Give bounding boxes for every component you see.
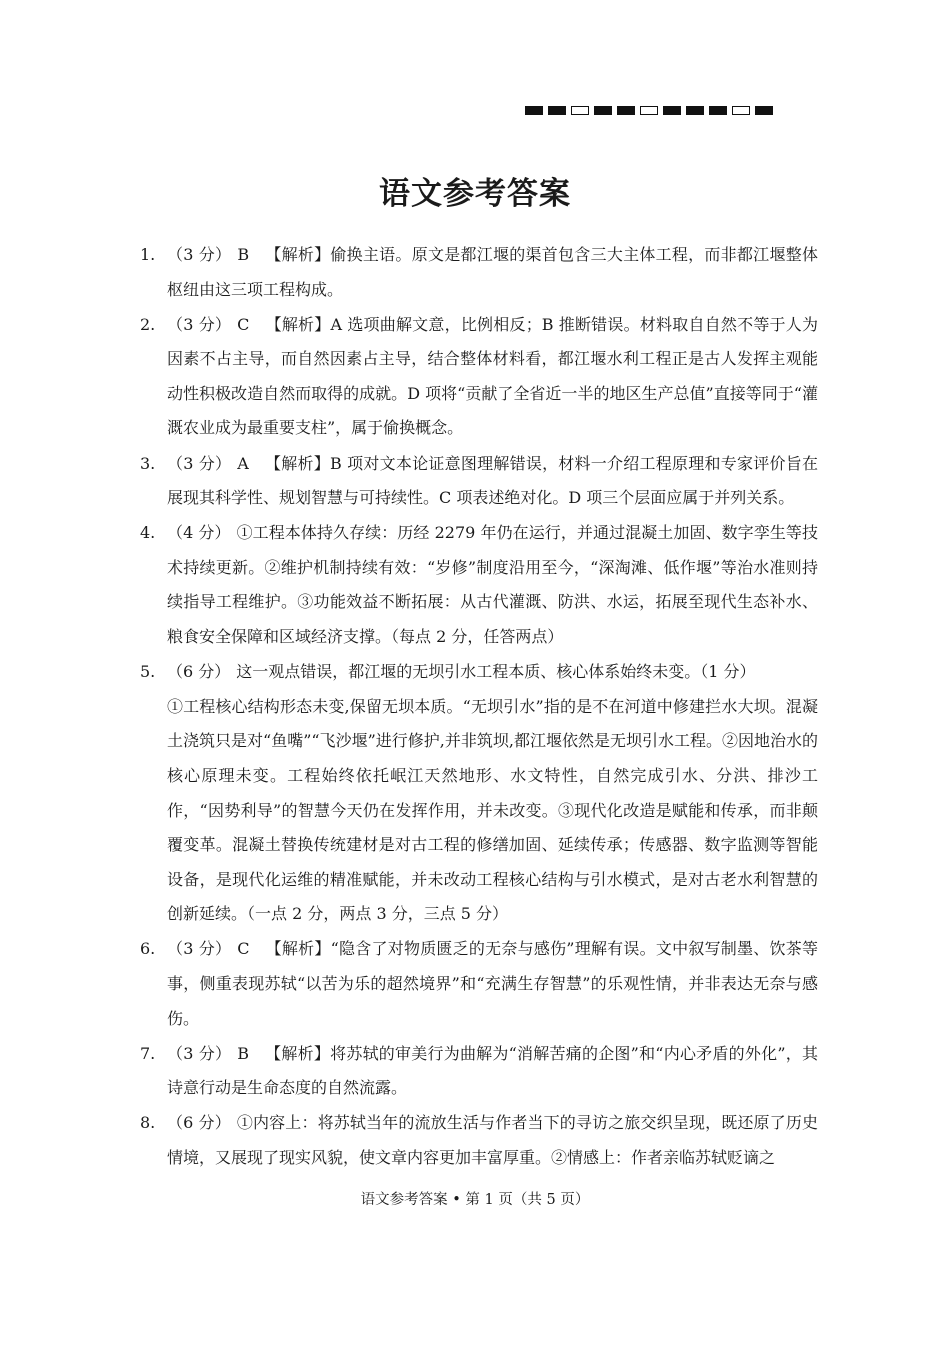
answer-paragraph xyxy=(167,655,818,690)
question-answer: B xyxy=(237,1043,249,1063)
answer-item xyxy=(140,932,818,1036)
question-points: （6 分） xyxy=(167,662,231,682)
analysis-tag: 【解析】 xyxy=(265,314,331,334)
question-number: 3. xyxy=(140,453,156,473)
filled-square-mark xyxy=(548,106,566,115)
header-marks xyxy=(525,106,773,117)
filled-square-mark xyxy=(686,106,704,115)
filled-square-mark xyxy=(663,106,681,115)
question-points: （3 分） xyxy=(167,314,232,334)
answer-item xyxy=(140,308,818,446)
question-points: （3 分） xyxy=(167,453,232,473)
hollow-square-mark xyxy=(571,106,589,115)
question-number: 5. xyxy=(140,662,156,682)
answer-item xyxy=(140,516,818,654)
question-answer: B xyxy=(237,245,250,264)
question-points: （3 分） xyxy=(167,939,232,959)
answer-text: A 选项曲解文意，比例相反；B 推断错误。材料取自自然不等于人为因素不占主导，而自然因素占主导，结合整体材料看，都江堰水利工程正是古人发挥主观能动性积极改造自然而取得的成就。D 项将“贡献了全省近一半的地区生产总值”直接等同于“灌溉农业成为最重要支柱”，属于偷换概念。 xyxy=(167,314,818,438)
analysis-tag: 【解析】 xyxy=(264,453,331,473)
analysis-tag: 【解析】 xyxy=(265,939,331,959)
filled-square-mark xyxy=(594,106,612,115)
answer-text: 偷换主语。原文是都江堰的渠首包含三大主体工程，而非都江堰整体枢纽由这三项工程构成。 xyxy=(167,245,818,299)
question-number: 4. xyxy=(140,523,156,543)
question-answer: A xyxy=(237,453,249,473)
answer-text: ①内容上：将苏轼当年的流放生活与作者当下的寻访之旅交织呈现，既还原了历史情境，又展现了现实风貌，使文章内容更加丰富厚重。②情感上：作者亲临苏轼贬谪之 xyxy=(167,1113,818,1167)
question-number: 2. xyxy=(140,314,156,334)
answer-item xyxy=(140,655,818,932)
answer-list xyxy=(140,238,818,1176)
answer-item xyxy=(140,447,818,516)
filled-square-mark xyxy=(617,106,635,115)
filled-square-mark xyxy=(709,106,727,115)
answer-item xyxy=(140,1037,818,1106)
answer-item xyxy=(140,238,818,307)
answer-paragraph: ①工程核心结构形态未变,保留无坝本质。“无坝引水”指的是不在河道中修建拦水大坝。混凝土浇筑只是对“鱼嘴”“飞沙堰”进行修护,并非筑坝,都江堰依然是无坝引水工程。②因地治水的核心原理未变。工程始终依托岷江天然地形、水文特性，自然完成引水、分洪、排沙工作，“因势利导”的智慧今天仍在发挥作用，并未改变。③现代化改造是赋能和传承，而非颠覆变革。混凝土替换传统建材是对古工程的修缮加固、延续传承；传感器、数字监测等智能设备，是现代化运维的精准赋能，并未改动工程核心结构与引水模式，是对古老水利智慧的创新延续。（一点 2 分，两点 3 分，三点 5 分） xyxy=(167,696,818,924)
question-points: （6 分） xyxy=(167,1113,231,1133)
question-answer: C xyxy=(237,939,250,959)
question-points: （4 分） xyxy=(167,523,231,543)
filled-square-mark xyxy=(525,106,543,115)
analysis-tag: 【解析】 xyxy=(265,245,331,264)
analysis-tag: 【解析】 xyxy=(264,1043,331,1063)
page-footer: 语文参考答案 • 第 1 页（共 5 页） xyxy=(360,1192,590,1208)
answer-text: B 项对文本论证意图理解错误，材料一介绍工程原理和专家评价旨在展现其科学性、规划智慧与可持续性。C 项表述绝对化。D 项三个层面应属于并列关系。 xyxy=(167,453,818,508)
question-points: （3 分） xyxy=(167,1043,232,1063)
answer-item xyxy=(140,1106,818,1175)
question-answer: C xyxy=(237,314,250,334)
question-number: 1. xyxy=(140,245,156,264)
answer-text: 这一观点错误，都江堰的无坝引水工程本质、核心体系始终未变。（1 分） xyxy=(236,662,756,682)
hollow-square-mark xyxy=(732,106,750,115)
filled-square-mark xyxy=(755,106,773,115)
answer-text: ①工程本体持久存续：历经 2279 年仍在运行，并通过混凝土加固、数字孪生等技术持续更新。②维护机制持续有效：“岁修”制度沿用至今，“深淘滩、低作堰”等治水准则持续指导工程维护。③功能效益不断拓展：从古代灌溉、防洪、水运，拓展至现代生态补水、粮食安全保障和区域经济支撑。（每点 2 分，任答两点） xyxy=(167,523,818,647)
answer-text: “隐含了对物质匮乏的无奈与感伤”理解有误。文中叙写制墨、饮茶等事，侧重表现苏轼“以苦为乐的超然境界”和“充满生存智慧”的乐观性情，并非表达无奈与感伤。 xyxy=(167,939,818,1028)
question-points: （3 分） xyxy=(167,245,232,264)
answer-text: 将苏轼的审美行为曲解为“消解苦痛的企图”和“内心矛盾的外化”，其诗意行动是生命态度的自然流露。 xyxy=(167,1043,818,1098)
page-title: 语文参考答案 xyxy=(379,176,571,212)
hollow-square-mark xyxy=(640,106,658,115)
question-number: 7. xyxy=(140,1043,156,1063)
question-number: 8. xyxy=(140,1113,156,1133)
question-number: 6. xyxy=(140,939,156,959)
